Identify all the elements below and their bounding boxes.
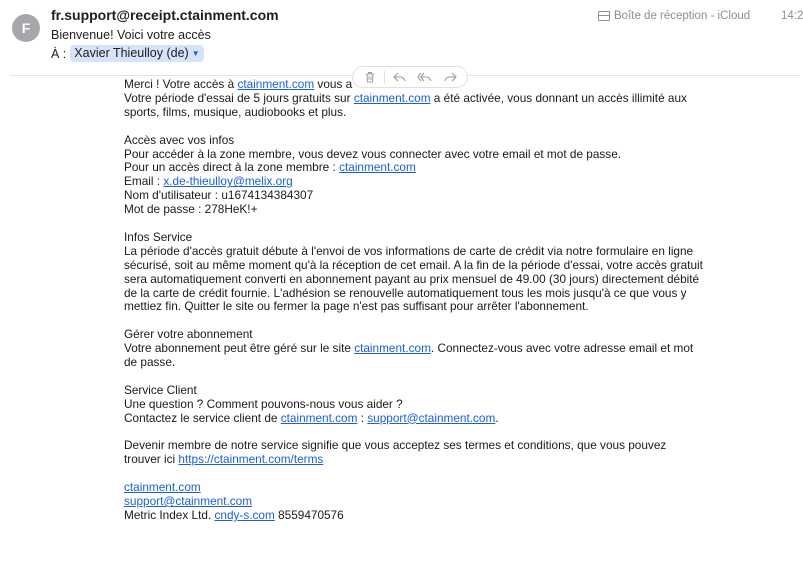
ctainment-link[interactable]: ctainment.com [354,341,431,356]
service-info-heading: Infos Service [124,229,193,244]
terms-link[interactable]: https://ctainment.com/terms [178,452,324,467]
forward-icon[interactable] [439,68,461,86]
footer-paragraph [124,481,704,523]
message-header [0,0,803,72]
email-label: Email : [124,174,164,189]
mailbox-label [598,10,750,22]
intro-text-2: vous a [314,77,353,91]
support-email-link[interactable]: support@ctainment.com [367,410,496,425]
ctainment-link[interactable]: ctainment.com [353,90,431,105]
support-end: . [495,410,499,425]
access-paragraph [124,134,704,217]
phone-number: 8559470576 [274,508,344,522]
to-label: À : [51,46,67,61]
support-question: Une question ? Comment pouvons-nous vous aider ? [124,396,403,411]
chevron-down-icon: ▼ [191,49,200,58]
company-name: Metric Index Ltd. [124,508,215,522]
trial-text-2: a été activée, vous donnant un accès illimité aux sports, films, musique, audiobooks et plus. [124,90,687,119]
hover-toolbar [352,66,468,88]
sender-address[interactable]: fr.support@receipt.ctainment.com [51,7,279,23]
manage-paragraph [124,328,704,370]
recipient-row [51,45,204,62]
support-text: Contactez le service client de [124,410,281,425]
mailbox-name: Boîte de réception - iCloud [614,10,751,22]
service-info-text: La période d'accès gratuit débute à l'envoi de vos informations de carte de crédit via notre formulaire en ligne sécurisé, soit au même moment qu'à la réception de cet email. A la fin de la période d'essai, votre accès gratuit sera automatiquement converti en abonnement payant au prix mensuel de 49.00 (30 jours) directement débité de la carte de crédit fournie. L'adhésion se renouvelle automatiquement tous les mois jusqu'à ce que vous y mettiez fin. Quitter le site ou fermer la page n'est pas suffisant pour arrêter l'abonnement. [124,243,703,314]
terms-text: Devenir membre de notre service signifie que vous acceptez ses termes et conditions, que vous pouvez trouver ici [124,438,667,467]
access-heading: Accès avec vos infos [124,132,235,147]
manage-text-2: . Connectez-vous avec votre adresse email et mot de passe. [124,341,694,370]
password-text: Mot de passe : 278HeK!+ [124,202,258,217]
direct-access-text: Pour un accès direct à la zone membre : [124,160,340,175]
toolbar-divider [384,71,385,84]
ctainment-link[interactable]: ctainment.com [237,77,315,91]
recipient-chip[interactable] [70,45,203,62]
ctainment-link[interactable]: ctainment.com [124,480,201,495]
trash-icon[interactable] [359,68,381,86]
cndy-link[interactable]: cndy-s.com [214,508,275,522]
email-link[interactable]: x.de-thieulloy@melix.org [163,174,293,189]
manage-heading: Gérer votre abonnement [124,327,253,342]
manage-text: Votre abonnement peut être géré sur le site [124,341,355,356]
intro-text: Merci ! Votre accès à [124,77,238,91]
reply-icon[interactable] [388,68,410,86]
message-time: 14:2 [781,10,803,22]
access-text: Pour accéder à la zone membre, vous devez vous connecter avec votre email et mot de passe. [124,146,622,161]
message-subject: Bienvenue! Voici votre accès [51,28,211,42]
support-email-link[interactable]: support@ctainment.com [124,494,253,509]
ctainment-link[interactable]: ctainment.com [339,160,416,175]
terms-paragraph [124,439,704,467]
trial-text: Votre période d'essai de 5 jours gratuits sur [124,90,354,105]
ctainment-link[interactable]: ctainment.com [280,410,358,425]
support-separator: : [357,410,368,425]
inbox-tray-icon [598,11,610,21]
service-info-paragraph [124,231,704,314]
reply-all-icon[interactable] [414,68,436,86]
support-heading: Service Client [124,382,197,397]
recipient-name: Xavier Thieulloy (de) [74,46,189,60]
username-text: Nom d'utilisateur : u1674134384307 [124,188,314,203]
sender-avatar: F [12,14,40,42]
support-paragraph [124,384,704,426]
message-body [124,78,704,537]
